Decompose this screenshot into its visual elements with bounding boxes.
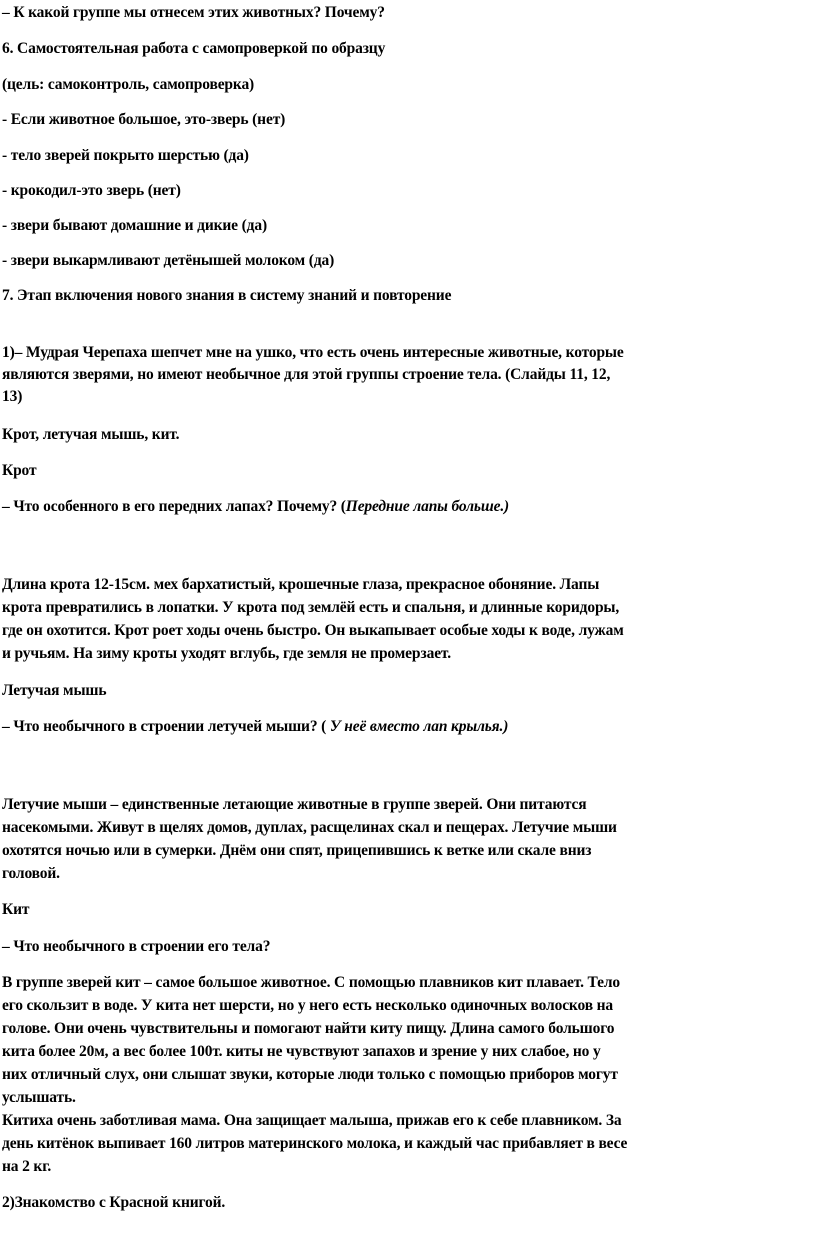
question-animal-group: – К какой группе мы отнесем этих животных? Почему?: [2, 4, 385, 21]
question-text: – Что необычного в строении летучей мыши? (: [2, 718, 330, 735]
paragraph-line: Летучие мыши – единственные летающие животные в группе зверей. Они питаются: [2, 796, 587, 813]
paragraph-line: день китёнок выпивает 160 литров материнского молока, и каждый час прибавляет в весе: [2, 1135, 628, 1152]
subheading-mole: Крот: [2, 462, 37, 479]
paragraph-line: охотятся ночью или в сумерки. Днём они спят, прицепившись к ветке или скале вниз: [2, 842, 592, 859]
question-bat: [2, 716, 508, 738]
subheading-whale: Кит: [2, 901, 30, 918]
heading-stage-7: 7. Этап включения нового знания в систему знаний и повторение: [2, 287, 452, 304]
paragraph-line: 1)– Мудрая Черепаха шепчет мне на ушко, что есть очень интересные животные, которые: [2, 344, 624, 361]
paragraph-line: услышать.: [2, 1089, 76, 1106]
paragraph-line: Китиха очень заботливая мама. Она защищает малыша, прижав его к себе плавником. За: [2, 1112, 622, 1129]
goal-line: (цель: самоконтроль, самопроверка): [2, 76, 255, 93]
paragraph-line: где он охотится. Крот роет ходы очень быстро. Он выкапывает особые ходы к воде, лужам: [2, 622, 624, 639]
subheading-bat: Летучая мышь: [2, 682, 107, 699]
paragraph-line: Длина крота 12-15см. мех бархатистый, крошечные глаза, прекрасное обоняние. Лапы: [2, 576, 600, 593]
statement-item: - звери выкармливают детёнышей молоком (да): [2, 252, 335, 269]
statement-item: - крокодил-это зверь (нет): [2, 182, 181, 199]
question-whale: – Что необычного в строении его тела?: [2, 938, 271, 955]
paragraph-line: и ручьям. На зиму кроты уходят вглубь, где земля не промерзает.: [2, 645, 451, 662]
paragraph-line: крота превратились в лопатки. У крота под землёй есть и спальня, и длинные коридоры,: [2, 599, 620, 616]
answer-text: Передние лапы больше.): [345, 498, 510, 515]
answer-text: У неё вместо лап крылья.): [329, 718, 509, 735]
question-mole: [2, 496, 509, 518]
animals-list: Крот, летучая мышь, кит.: [2, 426, 180, 443]
paragraph-line: на 2 кг.: [2, 1158, 52, 1175]
statement-item: - звери бывают домашние и дикие (да): [2, 217, 267, 234]
paragraph-line: его скользит в воде. У кита нет шерсти, но у него есть несколько одиночных волосков на: [2, 997, 614, 1014]
paragraph-line: них отличный слух, они слышат звуки, которые люди только с помощью приборов могут: [2, 1066, 618, 1083]
question-text: – Что особенного в его передних лапах? Почему? (: [2, 498, 346, 515]
paragraph-line: 13): [2, 388, 23, 405]
paragraph-line: являются зверями, но имеют необычное для этой группы строение тела. (Слайды 11, 12,: [2, 366, 611, 383]
paragraph-line: голове. Они очень чувствительны и помогают найти киту пищу. Длина самого большого: [2, 1020, 615, 1037]
paragraph-line: кита более 20м, а вес более 100т. киты не чувствуют запахов и зрение у них слабое, но у: [2, 1043, 601, 1060]
subheading-red-book: 2)Знакомство с Красной книгой.: [2, 1194, 226, 1211]
paragraph-line: В группе зверей кит – самое большое животное. С помощью плавников кит плавает. Тело: [2, 974, 621, 991]
statement-item: - Если животное большое, это-зверь (нет): [2, 111, 286, 128]
paragraph-line: насекомыми. Живут в щелях домов, дуплах, расщелинах скал и пещерах. Летучие мыши: [2, 819, 617, 836]
heading-self-check-work: 6. Самостоятельная работа с самопроверкой по образцу: [2, 40, 386, 57]
statement-item: - тело зверей покрыто шерстью (да): [2, 147, 249, 164]
paragraph-line: головой.: [2, 865, 60, 882]
